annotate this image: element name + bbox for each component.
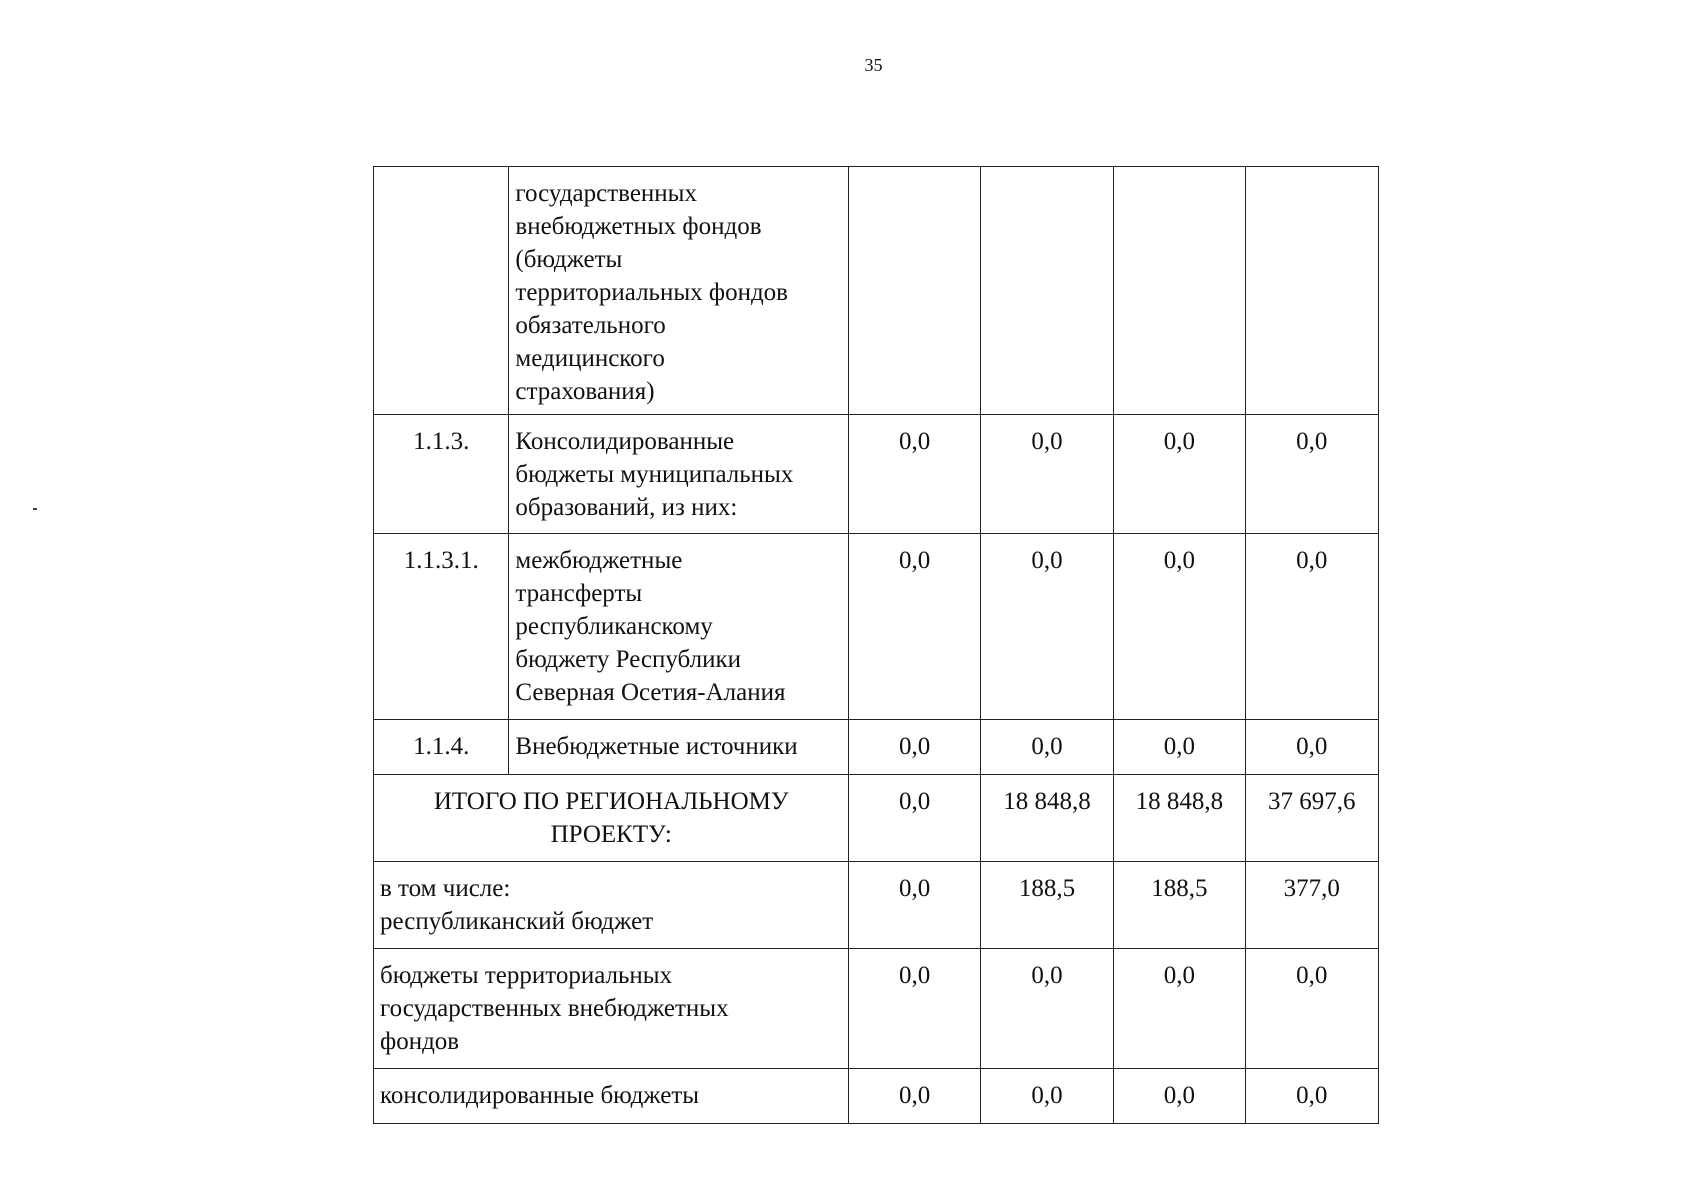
value-cell: [1245, 167, 1378, 415]
value-cell: 0,0: [1245, 534, 1378, 720]
value-cell: 0,0: [1114, 415, 1245, 534]
value-cell: 0,0: [849, 775, 980, 862]
value-cell: 0,0: [1114, 534, 1245, 720]
summary-label: в том числе: республиканский бюджет: [374, 862, 849, 949]
row-code: 1.1.4.: [374, 720, 509, 775]
value-cell: 0,0: [849, 949, 980, 1069]
row-code: 1.1.3.: [374, 415, 509, 534]
value-cell: 0,0: [980, 534, 1113, 720]
value-cell: 0,0: [980, 415, 1113, 534]
value-cell: [980, 167, 1113, 415]
value-cell: 0,0: [980, 949, 1113, 1069]
value-cell: 0,0: [849, 1069, 980, 1124]
value-cell: 0,0: [980, 720, 1113, 775]
value-cell: 0,0: [1114, 1069, 1245, 1124]
value-cell: 0,0: [849, 720, 980, 775]
total-row: [374, 775, 1379, 862]
row-name: государственных внебюджетных фондов (бюджеты территориальных фондов обязательного медицинского страхования): [509, 167, 849, 415]
value-cell: 18 848,8: [1114, 775, 1245, 862]
row-name: Внебюджетные источники: [509, 720, 849, 775]
value-cell: 188,5: [980, 862, 1113, 949]
summary-row: [374, 949, 1379, 1069]
page-number: 35: [864, 55, 883, 75]
value-cell: 37 697,6: [1245, 775, 1378, 862]
row-code: 1.1.3.1.: [374, 534, 509, 720]
value-cell: 0,0: [1114, 720, 1245, 775]
row-name: Консолидированные бюджеты муниципальных образований, из них:: [509, 415, 849, 534]
value-cell: [849, 167, 980, 415]
value-cell: 0,0: [849, 415, 980, 534]
value-cell: 0,0: [1245, 949, 1378, 1069]
total-label: ИТОГО ПО РЕГИОНАЛЬНОМУ ПРОЕКТУ:: [374, 775, 849, 862]
table-row: [374, 415, 1379, 534]
value-cell: 0,0: [980, 1069, 1113, 1124]
table-row: [374, 720, 1379, 775]
value-cell: [1114, 167, 1245, 415]
table-row: [374, 534, 1379, 720]
table-row: [374, 167, 1379, 415]
row-name: межбюджетные трансферты республиканскому бюджету Республики Северная Осетия-Алания: [509, 534, 849, 720]
value-cell: 377,0: [1245, 862, 1378, 949]
summary-label: консолидированные бюджеты: [374, 1069, 849, 1124]
value-cell: 18 848,8: [980, 775, 1113, 862]
summary-row: [374, 1069, 1379, 1124]
summary-label: бюджеты территориальных государственных внебюджетных фондов: [374, 949, 849, 1069]
value-cell: 0,0: [1245, 1069, 1378, 1124]
value-cell: 188,5: [1114, 862, 1245, 949]
value-cell: 0,0: [1114, 949, 1245, 1069]
value-cell: 0,0: [1245, 720, 1378, 775]
value-cell: 0,0: [849, 534, 980, 720]
value-cell: 0,0: [849, 862, 980, 949]
value-cell: 0,0: [1245, 415, 1378, 534]
scan-artifact-mark: [33, 508, 37, 510]
summary-row: [374, 862, 1379, 949]
budget-table: [373, 166, 1379, 1124]
row-code: [374, 167, 509, 415]
